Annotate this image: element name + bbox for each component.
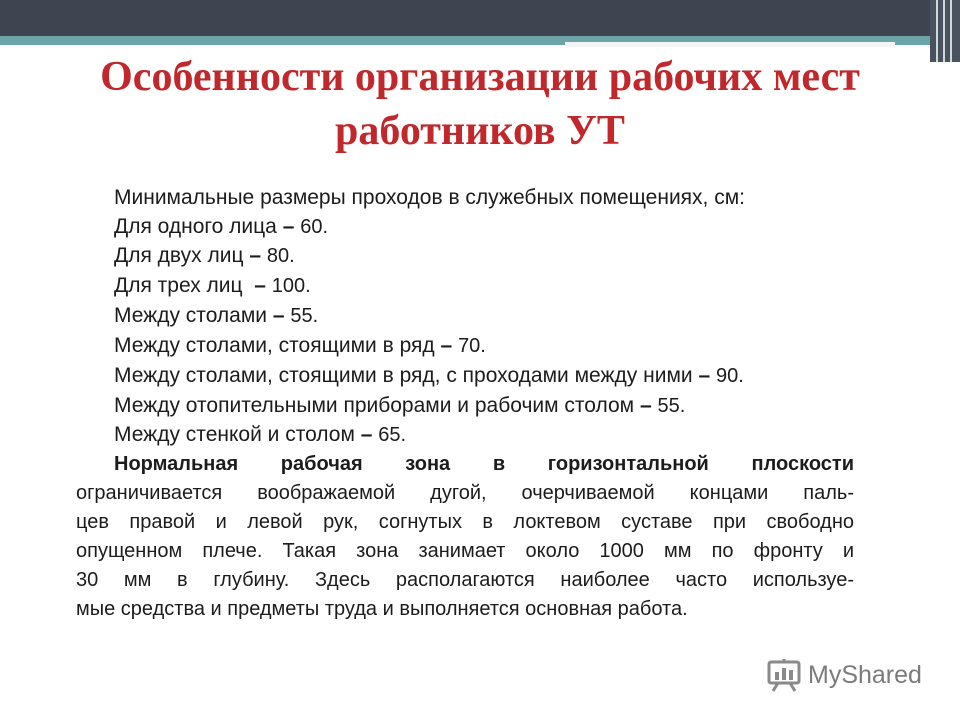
title-line-1: Особенности организации рабочих мест: [100, 54, 860, 100]
item-value: 80.: [266, 245, 295, 267]
list-item: [114, 421, 406, 449]
item-dash: –: [698, 364, 711, 387]
list-item: [114, 213, 328, 241]
item-label: Между стенкой и столом: [114, 423, 355, 446]
title-line-2: работников УТ: [335, 108, 625, 154]
item-value: 70.: [458, 335, 486, 357]
item-dash: –: [272, 304, 285, 327]
paragraph-line: цев правой и левой рук, согнутых в локтевом суставе при свободно: [76, 511, 854, 533]
paragraph-line: мые средства и предметы труда и выполняется основная работа.: [76, 598, 688, 620]
item-value: 65.: [378, 424, 407, 446]
item-label: Между столами: [114, 304, 268, 327]
item-dash: –: [254, 274, 266, 297]
item-dash: –: [249, 244, 262, 267]
item-label: Для одного лица: [114, 215, 277, 238]
paragraph-line: ограничивается воображаемой дугой, очерчиваемой концами паль-: [76, 482, 854, 504]
list-item: [114, 332, 486, 360]
presentation-board-icon: [766, 657, 802, 693]
paragraph-line: опущенном плече. Такая зона занимает около 1000 мм по фронту и: [76, 540, 854, 562]
item-label: Между отопительными приборами и рабочим столом: [114, 394, 635, 417]
item-value: 55.: [657, 395, 686, 417]
item-value: 100.: [271, 275, 311, 297]
item-dash: –: [360, 423, 373, 446]
logo-text: MyShared: [808, 660, 922, 689]
item-label: Для двух лиц: [114, 244, 244, 267]
list-item: [114, 272, 311, 300]
paragraph-line: 30 мм в глубину. Здесь располагаются наиболее часто используе-: [76, 569, 854, 591]
myshared-logo[interactable]: [766, 656, 922, 694]
item-label: Между столами, стоящими в ряд: [114, 334, 435, 357]
item-dash: –: [282, 215, 295, 238]
intro-line: Минимальные размеры проходов в служебных помещениях, см:: [114, 186, 745, 209]
list-item: [114, 242, 295, 270]
item-dash: –: [639, 394, 652, 417]
paragraph-lead: Нормальная рабочая зона в горизонтальной плоскости: [114, 453, 854, 475]
item-dash: –: [440, 334, 453, 357]
item-label: Между столами, стоящими в ряд, с проходами между ними: [114, 364, 693, 387]
item-value: 55.: [290, 305, 319, 327]
item-value: 90.: [715, 365, 744, 387]
list-item: [114, 302, 318, 330]
item-value: 60.: [300, 216, 329, 238]
list-item: [114, 392, 685, 420]
list-item: [114, 362, 744, 390]
item-label: Для трех лиц: [114, 274, 243, 297]
